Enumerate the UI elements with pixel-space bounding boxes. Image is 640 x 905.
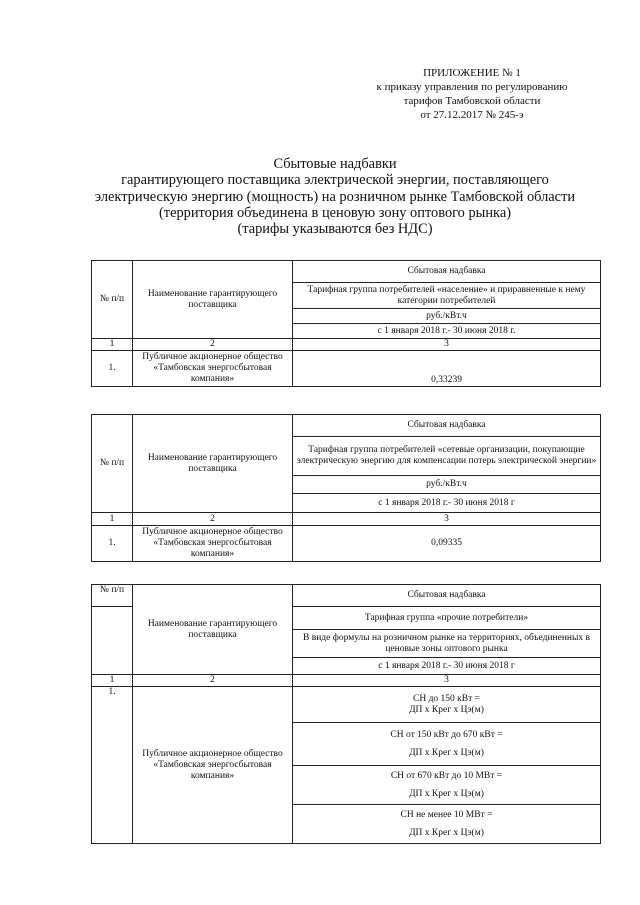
col-header-number: № п/п [92, 415, 133, 513]
supplier-name: Публичное акционерное общество «Тамбовская энергосбытовая компания» [133, 687, 293, 844]
column-index-3: 3 [293, 339, 601, 351]
formula-note: В виде формулы на розничном рынке на территориях, объединенных в ценовые зоны оптового рынка [293, 630, 601, 658]
unit-label: руб./кВт.ч [293, 309, 601, 324]
column-index-2: 2 [133, 339, 293, 351]
supplier-name: Публичное акционерное общество «Тамбовская энергосбытовая компания» [133, 526, 293, 562]
appendix-header [332, 66, 612, 122]
document-title [70, 156, 600, 237]
formula-expression: ДП х Крег х Цэ(м) [409, 747, 484, 758]
tariff-table-other-consumers [91, 584, 601, 844]
formula-expression: ДП х Крег х Цэ(м) [409, 704, 484, 715]
column-index-1: 1 [92, 675, 133, 687]
row-number: 1. [92, 351, 133, 387]
column-index-1: 1 [92, 339, 133, 351]
formula-cell-1 [293, 687, 601, 723]
col-header-supplier: Наименование гарантирующего поставщика [133, 261, 293, 339]
formula-cell-3 [293, 766, 601, 805]
supplier-name: Публичное акционерное общество «Тамбовская энергосбытовая компания» [133, 351, 293, 387]
title-line-2: гарантирующего поставщика электрической энергии, поставляющего [121, 172, 549, 189]
tariff-table-grid-organizations [91, 414, 601, 562]
row-number: 1. [92, 526, 133, 562]
title-line-5: (тарифы указываются без НДС) [237, 221, 433, 238]
period-label: с 1 января 2018 г.- 30 июня 2018 г. [293, 324, 601, 339]
col-header-markup: Сбытовая надбавка [293, 585, 601, 607]
appendix-order-ref: к приказу управления по регулированию [376, 81, 568, 93]
period-label: с 1 января 2018 г.- 30 июня 2018 г [293, 494, 601, 513]
col-header-number: № п/п [92, 261, 133, 339]
column-index-3: 3 [293, 513, 601, 526]
period-label: с 1 января 2018 г.- 30 июня 2018 г [293, 658, 601, 675]
col-header-supplier: Наименование гарантирующего поставщика [133, 585, 293, 675]
formula-label: СН от 150 кВт до 670 кВт = [390, 729, 503, 740]
title-line-4: (территория объединена в ценовую зону оптового рынка) [158, 204, 511, 221]
col-header-supplier: Наименование гарантирующего поставщика [133, 415, 293, 513]
formula-label: СН от 670 кВт до 10 МВт = [390, 770, 503, 781]
column-index-2: 2 [133, 675, 293, 687]
formula-label: СН до 150 кВт = [413, 693, 480, 704]
appendix-date: от 27.12.2017 № 245-э [420, 109, 524, 121]
title-line-1: Сбытовые надбавки [273, 156, 397, 172]
formula-cell-2 [293, 723, 601, 766]
column-index-3: 3 [293, 675, 601, 687]
col-header-markup: Сбытовая надбавка [293, 261, 601, 283]
column-index-1: 1 [92, 513, 133, 526]
markup-value: 0,33239 [293, 351, 601, 387]
title-line-3: электрическую энергию (мощность) на розничном рынке Тамбовской области [94, 188, 576, 205]
appendix-label: ПРИЛОЖЕНИЕ № 1 [423, 67, 521, 79]
col-header-markup: Сбытовая надбавка [293, 415, 601, 437]
column-index-2: 2 [133, 513, 293, 526]
formula-cell-4 [293, 805, 601, 844]
formula-expression: ДП х Крег х Цэ(м) [409, 788, 484, 799]
markup-value: 0,09335 [293, 526, 601, 562]
appendix-authority: тарифов Тамбовской области [403, 95, 541, 107]
tariff-table-population [91, 260, 601, 387]
col-header-number-spacer [92, 607, 133, 675]
formula-expression: ДП х Крег х Цэ(м) [409, 827, 484, 838]
col-header-number: № п/п [92, 585, 133, 607]
row-number: 1. [92, 687, 133, 844]
formula-label: СН не менее 10 МВт = [400, 809, 493, 820]
unit-label: руб./кВт.ч [293, 476, 601, 494]
tariff-group: Тарифная группа «прочие потребители» [293, 607, 601, 630]
tariff-group: Тарифная группа потребителей «сетевые организации, покупающие электрическую энергию для компенсации потерь электрической энергии» [293, 437, 601, 476]
tariff-group: Тарифная группа потребителей «население» и приравненные к нему категории потребителей [293, 283, 601, 309]
